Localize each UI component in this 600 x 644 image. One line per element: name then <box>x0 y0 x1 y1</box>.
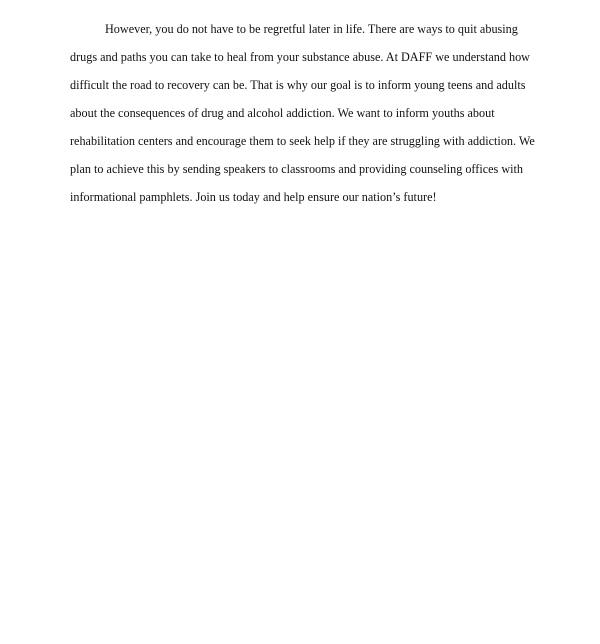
paragraph-line: drugs and paths you can take to heal from your substance abuse. At DAFF we understand how <box>70 50 530 64</box>
body-paragraph <box>70 15 540 211</box>
paragraph-line: informational pamphlets. Join us today and help ensure our nation’s future! <box>70 190 437 204</box>
paragraph-line: However, you do not have to be regretful later in life. There are ways to quit abusing <box>105 22 518 36</box>
paragraph-line: difficult the road to recovery can be. That is why our goal is to inform young teens and adults <box>70 78 526 92</box>
paragraph-line: about the consequences of drug and alcohol addiction. We want to inform youths about <box>70 106 495 120</box>
paragraph-line: plan to achieve this by sending speakers to classrooms and providing counseling offices with <box>70 162 523 176</box>
paragraph-line: rehabilitation centers and encourage them to seek help if they are struggling with addiction. We <box>70 134 535 148</box>
